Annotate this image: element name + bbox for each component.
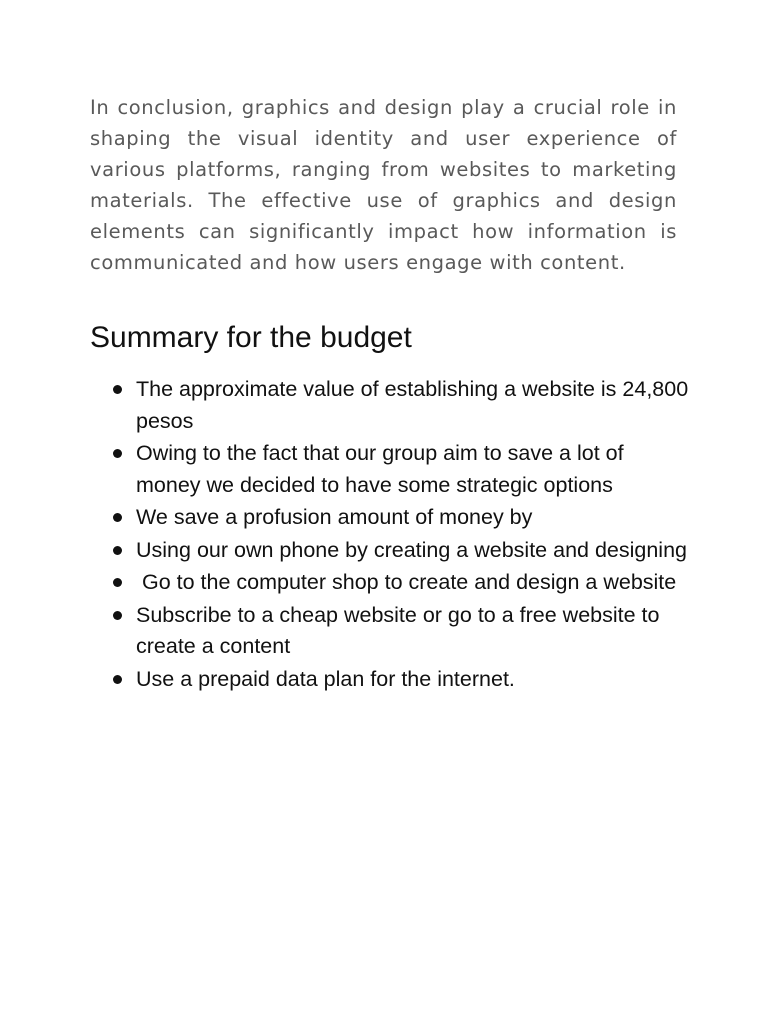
bullet-text: Use a prepaid data plan for the internet. <box>136 666 515 691</box>
bullet-text: Owing to the fact that our group aim to save a lot of money we decided to have some strategic options <box>136 441 630 497</box>
bullet-item <box>90 567 690 599</box>
bullet-item <box>90 535 690 567</box>
bullet-item <box>90 664 690 696</box>
bullet-item <box>90 438 690 501</box>
conclusion-paragraph: In conclusion, graphics and design play a crucial role in shaping the visual identity and user experience of various platforms, ranging from websites to marketing materials. The effective use of graphics and design elements can significantly impact how information is communicated and how users engage with content. <box>90 96 677 274</box>
budget-summary-heading: Summary for the budget <box>90 321 412 354</box>
bullet-dot-icon <box>113 611 122 620</box>
bullet-text: Go to the computer shop to create and design a website <box>136 570 677 594</box>
bullet-dot-icon <box>113 449 122 458</box>
bullet-item <box>90 502 690 534</box>
bullet-dot-icon <box>113 546 122 555</box>
bullet-item <box>90 374 695 437</box>
bullet-item <box>90 600 690 663</box>
bullet-dot-icon <box>113 578 122 587</box>
bullet-dot-icon <box>113 675 122 684</box>
bullet-text: Subscribe to a cheap website or go to a free website to create a content <box>136 602 666 658</box>
bullet-text: We save a profusion amount of money by <box>136 505 533 529</box>
bullet-text: Using our own phone by creating a website and designing <box>136 537 688 562</box>
bullet-dot-icon <box>113 385 122 394</box>
bullet-dot-icon <box>113 513 122 522</box>
bullet-text: The approximate value of establishing a website is 24,800 pesos <box>136 377 695 433</box>
budget-bullet-list <box>90 374 695 696</box>
